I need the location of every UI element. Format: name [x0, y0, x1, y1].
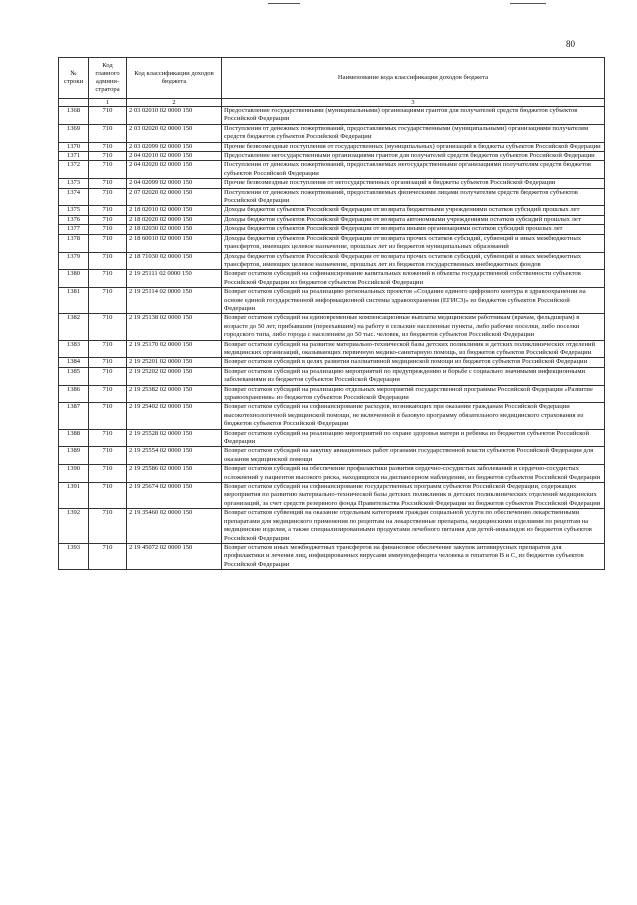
name-cell: Возврат остатков субсидий на обеспечение профилактики развития сердечно-сосудистых заболеваний и сердечно-сосудистых осложнений у пациентов высокого риска, находящихся на диспансерном наблюдении, из бюджетов субъектов Российской Федерации: [222, 465, 605, 483]
header-name: Наименование кода классификации доходов бюджета: [222, 58, 605, 99]
table-row: [59, 314, 605, 340]
class-code-cell: 2 19 25170 02 0000 150: [127, 340, 222, 358]
admin-code-cell: 710: [89, 161, 127, 179]
table-row: [59, 483, 605, 509]
name-cell: Возврат остатков субсидий на софинансирование расходов, возникающих при оказании гражданам Российской Федерации высокотехнологичной медицинской помощи, не включенной в базовую программу обязательного медицинского страхования из бюджетов субъектов Российской Федерации: [222, 403, 605, 429]
class-code-cell: 2 18 02030 02 0000 150: [127, 225, 222, 234]
table-row: [59, 124, 605, 142]
header-admin-code: Код главного админи-стратора: [89, 58, 127, 99]
name-cell: Возврат остатков субсидий на софинансирование государственных программ субъектов Российской Федерации, содержащих мероприятия по развитию материально-технической базы детских поликлиник и детских поликлинических отделений медицинских организаций, за счет средств резервного фонда Правительства Российской Федерации из бюджетов субъектов Российской Федерации: [222, 483, 605, 509]
table-row: [59, 161, 605, 179]
header-class-code: Код классификации доходов бюджета: [127, 58, 222, 99]
admin-code-cell: 710: [89, 465, 127, 483]
admin-code-cell: 710: [89, 124, 127, 142]
table-row: [59, 509, 605, 544]
class-code-cell: 2 19 35460 02 0000 150: [127, 509, 222, 544]
name-cell: Доходы бюджетов субъектов Российской Федерации от возврата иными организациями остатков субсидий прошлых лет: [222, 225, 605, 234]
row-number-cell: 1388: [59, 429, 89, 447]
class-code-cell: 2 19 25111 02 0000 150: [127, 270, 222, 288]
class-code-cell: 2 04 02099 02 0000 150: [127, 179, 222, 188]
name-cell: Доходы бюджетов субъектов Российской Федерации от возврата автономными учреждениями остатков субсидий прошлых лет: [222, 215, 605, 224]
row-number-cell: 1377: [59, 225, 89, 234]
admin-code-cell: 710: [89, 429, 127, 447]
admin-code-cell: 710: [89, 252, 127, 270]
row-number-cell: 1378: [59, 234, 89, 252]
class-code-cell: 2 19 25202 02 0000 150: [127, 367, 222, 385]
class-code-cell: 2 18 71030 02 0000 150: [127, 252, 222, 270]
name-cell: Предоставление государственными (муниципальными) организациями грантов для получателей средств бюджетов субъектов Российской Федерации: [222, 107, 605, 125]
row-number-cell: 1383: [59, 340, 89, 358]
admin-code-cell: 710: [89, 403, 127, 429]
name-cell: Доходы бюджетов субъектов Российской Федерации от возврата бюджетными учреждениями остатков субсидий прошлых лет: [222, 206, 605, 215]
table-row: [59, 543, 605, 569]
column-number-1: 1: [89, 99, 127, 107]
class-code-cell: 2 19 45072 02 0000 150: [127, 543, 222, 569]
admin-code-cell: 710: [89, 385, 127, 403]
row-number-cell: 1379: [59, 252, 89, 270]
class-code-cell: 2 19 25382 02 0000 150: [127, 385, 222, 403]
table-row: [59, 270, 605, 288]
table-row: [59, 234, 605, 252]
row-number-cell: 1393: [59, 543, 89, 569]
table-row: [59, 429, 605, 447]
table-row: [59, 340, 605, 358]
admin-code-cell: 710: [89, 188, 127, 206]
row-number-cell: 1380: [59, 270, 89, 288]
admin-code-cell: 710: [89, 340, 127, 358]
row-number-cell: 1376: [59, 215, 89, 224]
admin-code-cell: 710: [89, 206, 127, 215]
name-cell: Возврат остатков субсидий на реализацию мероприятий по предупреждению и борьбе с социально значимыми инфекционными заболеваниями из бюджетов субъектов Российской Федерации: [222, 367, 605, 385]
name-cell: Возврат остатков иных межбюджетных трансфертов на финансовое обеспечение закупок антивирусных препаратов для профилактики и лечения лиц, инфицированных вирусами иммунодефицита человека и гепатитов В и С, из бюджетов субъектов Российской Федерации: [222, 543, 605, 569]
table-row: [59, 107, 605, 125]
table-row: [59, 152, 605, 161]
table-row: [59, 447, 605, 465]
admin-code-cell: 710: [89, 314, 127, 340]
name-cell: Возврат остатков субсидий на реализацию мероприятий по охране здоровья матери и ребенка из бюджетов субъектов Российской Федерации: [222, 429, 605, 447]
row-number-cell: 1382: [59, 314, 89, 340]
admin-code-cell: 710: [89, 367, 127, 385]
row-number-cell: 1385: [59, 367, 89, 385]
table-row: [59, 465, 605, 483]
class-code-cell: 2 04 02010 02 0000 150: [127, 152, 222, 161]
name-cell: Возврат остатков субсидий на реализацию региональных проектов «Создание единого цифрового контура в здравоохранении на основе единой государственной информационной системы здравоохранения (ЕГИСЗ)» из бюджетов субъектов Российской Федерации: [222, 288, 605, 314]
class-code-cell: 2 18 02020 02 0000 150: [127, 215, 222, 224]
admin-code-cell: 710: [89, 152, 127, 161]
row-number-cell: 1368: [59, 107, 89, 125]
row-number-cell: 1369: [59, 124, 89, 142]
name-cell: Возврат остатков субсидий на единовременные компенсационные выплаты медицинским работникам (врачам, фельдшерам) в возрасте до 50 лет, прибывшим (переехавшим) на работу в сельские населенные пункты, либо рабочие поселки, либо поселки городского типа, либо города с населением до 50 тыс. человек, из бюджетов субъектов Российской Федерации: [222, 314, 605, 340]
row-number-cell: 1373: [59, 179, 89, 188]
top-rule-left: [268, 3, 300, 4]
column-numbers-row: [59, 99, 605, 107]
class-code-cell: 2 18 02010 02 0000 150: [127, 206, 222, 215]
table-row: [59, 403, 605, 429]
table-row: [59, 225, 605, 234]
table-row: [59, 215, 605, 224]
name-cell: Возврат остатков субсидий на развитие материально-технической базы детских поликлиник и детских поликлинических отделений медицинских организаций, оказывающих первичную медико-санитарную помощь, из бюджетов субъектов Российской Федерации: [222, 340, 605, 358]
row-number-cell: 1387: [59, 403, 89, 429]
name-cell: Возврат остатков субсидий на закупку авиационных работ органами государственной власти субъектов Российской Федерации для оказания медицинской помощи: [222, 447, 605, 465]
row-number-cell: 1391: [59, 483, 89, 509]
class-code-cell: 2 19 25674 02 0000 150: [127, 483, 222, 509]
class-code-cell: 2 19 25402 02 0000 150: [127, 403, 222, 429]
admin-code-cell: 710: [89, 447, 127, 465]
class-code-cell: 2 19 25201 02 0000 150: [127, 358, 222, 367]
budget-classification-table: [58, 57, 605, 570]
table-row: [59, 206, 605, 215]
header-row-number: № строки: [59, 58, 89, 99]
name-cell: Возврат остатков субсидий в целях развития паллиативной медицинской помощи из бюджетов субъектов Российской Федерации: [222, 358, 605, 367]
name-cell: Прочие безвозмездные поступления от негосударственных организаций в бюджеты субъектов Российской Федерации: [222, 179, 605, 188]
column-number-3: 3: [222, 99, 605, 107]
admin-code-cell: 710: [89, 358, 127, 367]
row-number-cell: 1371: [59, 152, 89, 161]
class-code-cell: 2 04 02020 02 0000 150: [127, 161, 222, 179]
row-number-cell: 1390: [59, 465, 89, 483]
name-cell: Предоставление негосударственными организациями грантов для получателей средств бюджетов субъектов Российской Федерации: [222, 152, 605, 161]
row-number-cell: 1386: [59, 385, 89, 403]
column-number-0: [59, 99, 89, 107]
row-number-cell: 1370: [59, 142, 89, 151]
name-cell: Поступления от денежных пожертвований, предоставляемых физическими лицами получателям средств бюджетов субъектов Российской Федерации: [222, 188, 605, 206]
table-row: [59, 179, 605, 188]
name-cell: Возврат остатков субвенций на оказание отдельным категориям граждан социальной услуги по обеспечению лекарственными препаратами для медицинского применения по рецептам на лекарственные препараты, медицинскими изделиями по рецептам на медицинские изделия, а также специализированными продуктами лечебного питания для детей-инвалидов из бюджетов субъектов Российской Федерации: [222, 509, 605, 544]
table-header-row: [59, 58, 605, 99]
row-number-cell: 1384: [59, 358, 89, 367]
class-code-cell: 2 19 25114 02 0000 150: [127, 288, 222, 314]
table-row: [59, 252, 605, 270]
class-code-cell: 2 19 25138 02 0000 150: [127, 314, 222, 340]
admin-code-cell: 710: [89, 270, 127, 288]
admin-code-cell: 710: [89, 509, 127, 544]
class-code-cell: 2 19 25554 02 0000 150: [127, 447, 222, 465]
row-number-cell: 1389: [59, 447, 89, 465]
admin-code-cell: 710: [89, 215, 127, 224]
table-row: [59, 367, 605, 385]
name-cell: Прочие безвозмездные поступления от государственных (муниципальных) организаций в бюджеты субъектов Российской Федерации: [222, 142, 605, 151]
row-number-cell: 1392: [59, 509, 89, 544]
class-code-cell: 2 03 02099 02 0000 150: [127, 142, 222, 151]
admin-code-cell: 710: [89, 107, 127, 125]
class-code-cell: 2 03 02020 02 0000 150: [127, 124, 222, 142]
name-cell: Возврат остатков субсидий на реализацию отдельных мероприятий государственной программы Российской Федерации «Развитие здравоохранения» из бюджетов субъектов Российской Федерации: [222, 385, 605, 403]
name-cell: Возврат остатков субсидий на софинансирование капитальных вложений в объекты государственной собственности субъектов Российской Федерации из бюджетов субъектов Российской Федерации: [222, 270, 605, 288]
admin-code-cell: 710: [89, 179, 127, 188]
class-code-cell: 2 18 60010 02 0000 150: [127, 234, 222, 252]
class-code-cell: 2 03 02010 02 0000 150: [127, 107, 222, 125]
class-code-cell: 2 19 25528 02 0000 150: [127, 429, 222, 447]
top-rule-right: [510, 3, 546, 4]
name-cell: Доходы бюджетов субъектов Российской Федерации от возврата прочих остатков субсидий, субвенций и иных межбюджетных трансфертов, имеющих целевое назначение, прошлых лет из бюджетов государственных внебюджетных фондов: [222, 252, 605, 270]
row-number-cell: 1381: [59, 288, 89, 314]
table-row: [59, 385, 605, 403]
name-cell: Поступления от денежных пожертвований, предоставляемых государственными (муниципальными) организациями получателям средств бюджетов субъектов Российской Федерации: [222, 124, 605, 142]
row-number-cell: 1375: [59, 206, 89, 215]
table-row: [59, 142, 605, 151]
row-number-cell: 1372: [59, 161, 89, 179]
admin-code-cell: 710: [89, 543, 127, 569]
row-number-cell: 1374: [59, 188, 89, 206]
class-code-cell: 2 07 02020 02 0000 150: [127, 188, 222, 206]
name-cell: Доходы бюджетов субъектов Российской Федерации от возврата прочих остатков субсидий, субвенций и иных межбюджетных трансфертов, имеющих целевое назначение, прошлых лет из бюджетов муниципальных образований: [222, 234, 605, 252]
name-cell: Поступления от денежных пожертвований, предоставляемых негосударственными организациями получателям средств бюджетов субъектов Российской Федерации: [222, 161, 605, 179]
table-body: [59, 107, 605, 570]
admin-code-cell: 710: [89, 288, 127, 314]
table-row: [59, 358, 605, 367]
column-number-2: 2: [127, 99, 222, 107]
class-code-cell: 2 19 25586 02 0000 150: [127, 465, 222, 483]
page-number: 80: [566, 39, 575, 49]
admin-code-cell: 710: [89, 225, 127, 234]
admin-code-cell: 710: [89, 142, 127, 151]
table-row: [59, 188, 605, 206]
admin-code-cell: 710: [89, 234, 127, 252]
table-row: [59, 288, 605, 314]
admin-code-cell: 710: [89, 483, 127, 509]
